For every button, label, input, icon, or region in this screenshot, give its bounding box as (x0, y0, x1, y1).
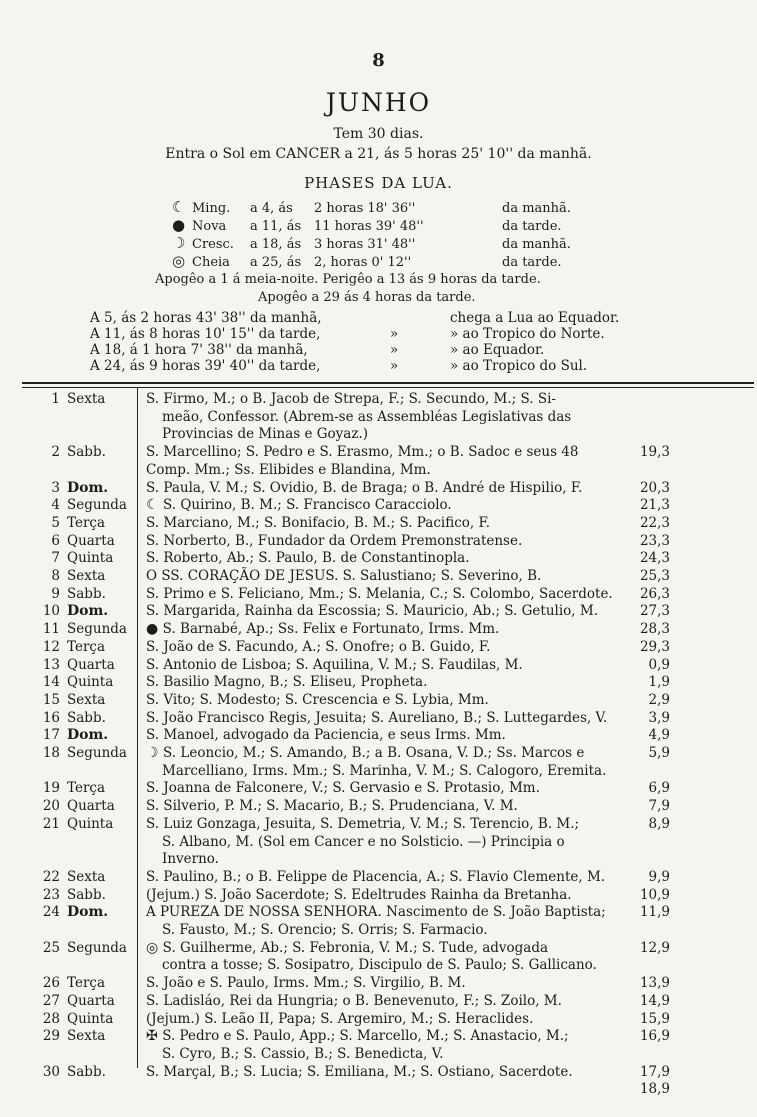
saints-text-line: S. Marciano, M.; S. Bonifacio, B. M.; S. Pacifico, F. (146, 514, 491, 531)
phase-time: 11 horas 39' 48'' (314, 219, 424, 234)
moon-phase-icon: ☾ (146, 497, 164, 514)
moon-age-value: 11,9 (639, 904, 670, 921)
saints-text (146, 1064, 573, 1080)
day-number: 5 (51, 514, 60, 531)
saints-text (162, 426, 368, 442)
moon-phase-icon: ☾ (172, 198, 186, 216)
divider (22, 382, 754, 384)
day-number: 30 (42, 1063, 60, 1080)
moon-position-event: » ao Tropico do Norte. (450, 326, 605, 342)
saints-text (146, 550, 470, 566)
weekday: Dom. (67, 904, 109, 921)
saints-text-line: S. Vito; S. Modesto; S. Crescencia e S. Lybia, Mm. (146, 691, 489, 708)
day-number: 6 (51, 532, 60, 549)
moon-age-value: 3,9 (648, 709, 670, 726)
moon-position-event: » ao Tropico do Sul. (450, 358, 588, 374)
weekday: Quinta (67, 550, 114, 567)
phase-time: 2, horas 0' 12'' (314, 255, 412, 270)
day-number: 15 (42, 691, 60, 708)
phase-date: a 4, ás (250, 201, 293, 216)
weekday: Sexta (67, 691, 106, 708)
saints-text (162, 1046, 443, 1062)
saints-text-line: S. Barnabé, Ap.; Ss. Felix e Fortunato, Irms. Mm. (162, 621, 500, 638)
phase-date: a 11, ás (250, 219, 302, 234)
moon-age-value: 6,9 (648, 780, 670, 797)
weekday: Dom. (67, 727, 109, 744)
day-number: 21 (42, 815, 60, 832)
ditto-mark: » (390, 358, 399, 374)
saints-text (146, 975, 466, 991)
moon-phase-icon: ☽ (146, 745, 164, 761)
weekday: Segunda (67, 621, 127, 638)
day-number: 28 (42, 1010, 60, 1027)
moon-position-row (90, 310, 619, 326)
saints-text (146, 869, 605, 885)
saints-text (146, 727, 506, 743)
saints-text-line: S. Ladisláo, Rei da Hungria; o B. Benevenuto, F.; S. Zoilo, M. (146, 992, 562, 1009)
phase-row (172, 234, 571, 252)
day-number: 25 (42, 939, 60, 956)
day-number: 14 (42, 674, 60, 691)
saints-text-line: S. Firmo, M.; o B. Jacob de Strepa, F.; S. Secundo, M.; S. Si- (146, 391, 556, 407)
moon-position-row (90, 358, 587, 374)
saints-text-line: S. Joanna de Falconere, V.; S. Gervasio e S. Protasio, Mm. (146, 780, 540, 797)
moon-age-value: 7,9 (648, 798, 670, 815)
moon-age-value: 4,9 (648, 727, 670, 744)
moon-position-row (90, 326, 605, 342)
saints-text-line: S. João e S. Paulo, Irms. Mm.; S. Virgilio, B. M. (146, 975, 466, 992)
saints-text (146, 745, 584, 761)
moon-age-value: 14,9 (639, 992, 670, 1009)
saints-text (162, 409, 571, 425)
saints-text-line: S. Silverio, P. M.; S. Macario, B.; S. Prudenciana, V. M. (146, 798, 518, 815)
saints-text-line: Comp. Mm.; Ss. Elibides e Blandina, Mm. (146, 461, 431, 478)
phase-date: a 25, ás (250, 255, 302, 270)
weekday: Terça (67, 638, 106, 655)
saints-text-line: contra a tosse; S. Sosipatro, Discipulo de S. Paulo; S. Gallicano. (162, 957, 597, 974)
moon-age-value: 12,9 (639, 939, 670, 956)
weekday: Sexta (67, 391, 106, 407)
moon-age-value: 1,9 (648, 674, 670, 691)
page-number: 8 (372, 50, 385, 71)
saints-text-line: S. João Francisco Regis, Jesuita; S. Aureliano, B.; S. Luttegardes, V. (146, 709, 608, 726)
moon-position-date: A 18, á 1 hora 7' 38'' da manhã, (90, 342, 308, 358)
day-number: 18 (42, 745, 60, 761)
moon-position-event: » ao Equador. (450, 342, 545, 358)
day-number: 12 (42, 638, 60, 655)
saints-text-line: S. Pedro e S. Paulo, App.; S. Marcello, M.; S. Anastacio, M.; (162, 1028, 569, 1045)
moon-phase-icon: ● (146, 621, 163, 638)
saints-text (146, 586, 613, 602)
weekday: Sabb. (67, 1063, 106, 1080)
saints-text-line: O SS. CORAÇÃO DE JESUS. S. Salustiano; S. Severino, B. (146, 568, 542, 584)
saints-text (146, 657, 523, 673)
saints-text-line: S. Basilio Magno, B.; S. Eliseu, Propheta. (146, 674, 428, 691)
saints-text (146, 993, 562, 1009)
day-number: 24 (42, 904, 60, 921)
moon-age-value: 22,3 (639, 514, 670, 531)
moon-age-value: 28,3 (639, 621, 670, 638)
moon-age-value: 8,9 (648, 815, 670, 832)
saints-text-line: Marcelliano, Irms. Mm.; S. Marinha, V. M.; S. Calogoro, Eremita. (162, 762, 607, 779)
day-number: 13 (42, 656, 60, 673)
moon-phase-icon: ☽ (172, 234, 186, 252)
saints-text-line: S. Luiz Gonzaga, Jesuita, S. Demetria, V. M.; S. Terencio, B. M.; (146, 815, 580, 832)
moon-position-row (90, 342, 544, 358)
saints-text (146, 780, 540, 796)
saints-text-line: Provincias de Minas e Goyaz.) (162, 426, 369, 443)
saints-text-line: S. Marcellino; S. Pedro e S. Erasmo, Mm.; o B. Sadoc e seus 48 (146, 444, 579, 461)
apogee-line-2: Apogêo a 29 ás 4 horas da tarde. (258, 290, 476, 305)
day-number: 16 (42, 709, 60, 726)
phase-row (172, 216, 562, 234)
saints-text (146, 515, 490, 531)
apogee-line-1: Apogêo a 1 á meia-noite. Perigêo a 13 ás 9 horas da tarde. (155, 272, 541, 287)
moon-phase-icon: ✠ (146, 1028, 163, 1045)
moon-age-value: 18,9 (639, 1081, 670, 1098)
weekday: Dom. (67, 479, 109, 496)
moon-age-value: 5,9 (648, 745, 670, 761)
weekday: Segunda (67, 939, 127, 956)
moon-position-event: chega a Lua ao Equador. (450, 310, 620, 326)
weekday: Terça (67, 975, 106, 992)
saints-text-line: S. Manoel, advogado da Paciencia, e seus Irms. Mm. (146, 727, 506, 744)
phase-period: da manhã. (502, 237, 571, 252)
phase-time: 3 horas 31' 48'' (314, 237, 416, 252)
day-number: 7 (51, 550, 60, 567)
saints-text (162, 922, 488, 938)
weekday: Quinta (67, 674, 114, 691)
moon-age-value: 17,9 (639, 1063, 670, 1080)
day-number: 20 (42, 798, 60, 815)
saints-text (162, 763, 606, 779)
weekday: Sexta (67, 1028, 106, 1045)
days-count: Tem 30 dias. (333, 126, 424, 142)
moon-phase-icon: ● (172, 216, 186, 234)
day-number: 4 (51, 497, 60, 514)
moon-position-date: A 11, ás 8 horas 10' 15'' da tarde, (90, 326, 321, 342)
phase-row (172, 252, 562, 270)
saints-text (146, 462, 431, 478)
saints-text (146, 887, 572, 903)
saints-text (146, 391, 556, 407)
saints-text (162, 957, 597, 973)
saints-text (162, 834, 565, 850)
ditto-mark: » (390, 326, 399, 342)
weekday: Sexta (67, 568, 106, 584)
moon-age-value: 27,3 (639, 603, 670, 620)
saints-text (146, 710, 607, 726)
day-number: 22 (42, 868, 60, 885)
divider (22, 387, 754, 388)
moon-age-value: 13,9 (639, 975, 670, 992)
phase-period: da manhã. (502, 201, 571, 216)
moon-age-value: 2,9 (648, 691, 670, 708)
saints-text-line: S. Margarida, Rainha da Escossia; S. Mauricio, Ab.; S. Getulio, M. (146, 603, 598, 620)
day-number: 23 (42, 886, 60, 903)
saints-text (146, 692, 489, 708)
saints-text-line: S. Quirino, B. M.; S. Francisco Caracciolo. (163, 497, 452, 514)
weekday: Terça (67, 780, 106, 797)
saints-text-line: S. Fausto, M.; S. Orencio; S. Orris; S. Farmacio. (162, 922, 488, 938)
day-number: 11 (42, 621, 60, 638)
column-divider (137, 388, 138, 1068)
saints-text (146, 904, 606, 920)
saints-text-line: (Jejum.) S. Leão II, Papa; S. Argemiro, M.; S. Heraclides. (146, 1010, 534, 1027)
moon-age-value: 15,9 (639, 1010, 670, 1027)
day-number: 3 (51, 479, 60, 496)
moon-age-value: 25,3 (639, 568, 670, 584)
phase-name: Ming. (192, 201, 231, 216)
phase-period: da tarde. (502, 219, 562, 234)
day-number: 19 (42, 780, 60, 797)
phase-time: 2 horas 18' 36'' (314, 201, 416, 216)
saints-text-line: S. Primo e S. Feliciano, Mm.; S. Melania, C.; S. Colombo, Sacerdote. (146, 585, 613, 602)
moon-position-date: A 5, ás 2 horas 43' 38'' da manhã, (90, 310, 322, 326)
saints-text (146, 798, 518, 814)
saints-text (146, 480, 582, 496)
saints-text-line: S. Leoncio, M.; S. Amando, B.; a B. Osana, V. D.; Ss. Marcos e (163, 745, 585, 761)
saints-text-line: meão, Confessor. (Abrem-se as Assembléas Legislativas das (162, 408, 572, 425)
moon-phase-icon: ◎ (172, 252, 186, 270)
weekday: Quinta (67, 1010, 114, 1027)
saints-text-line: S. Cyro, B.; S. Cassio, B.; S. Benedicta, V. (162, 1045, 444, 1062)
saints-text (146, 444, 578, 460)
saints-text (146, 1011, 533, 1027)
moon-age-value: 24,3 (639, 550, 670, 567)
phase-date: a 18, ás (250, 237, 302, 252)
moon-age-value: 9,9 (648, 868, 670, 885)
moon-age-value: 29,3 (639, 638, 670, 655)
weekday: Dom. (67, 603, 109, 620)
weekday: Sabb. (67, 444, 106, 461)
moon-phase-icon: ◎ (146, 939, 163, 956)
moon-age-value: 0,9 (648, 656, 670, 673)
phase-name: Cheia (192, 255, 230, 270)
saints-text-line: S. Paula, V. M.; S. Ovidio, B. de Braga; o B. André de Hispilio, F. (146, 479, 583, 496)
weekday: Segunda (67, 745, 127, 761)
saints-text-line: S. João de S. Facundo, A.; S. Onofre; o B. Guido, F. (146, 638, 491, 655)
sun-entry: Entra o Sol em CANCER a 21, ás 5 horas 25' 10'' da manhã. (165, 146, 592, 162)
ditto-mark: » (390, 342, 399, 358)
weekday: Quarta (67, 656, 115, 673)
moon-age-value: 21,3 (639, 497, 670, 514)
saints-text (146, 674, 427, 690)
saints-text (146, 497, 452, 513)
saints-text (146, 533, 522, 549)
phases-title: PHASES DA LUA. (304, 174, 453, 192)
weekday: Quarta (67, 532, 115, 549)
weekday: Quinta (67, 815, 114, 832)
day-number: 1 (51, 391, 60, 407)
saints-text-line: S. Albano, M. (Sol em Cancer e no Solsticio. —) Principia o (162, 833, 565, 850)
saints-text (162, 851, 219, 867)
day-number: 27 (42, 992, 60, 1009)
saints-text (146, 603, 598, 619)
saints-text-line: S. Marçal, B.; S. Lucia; S. Emiliana, M.; S. Ostiano, Sacerdote. (146, 1063, 573, 1080)
weekday: Terça (67, 514, 106, 531)
weekday: Quarta (67, 992, 115, 1009)
saints-text-line: S. Paulino, B.; o B. Felippe de Placencia, A.; S. Flavio Clemente, M. (146, 868, 606, 885)
weekday: Sexta (67, 868, 106, 885)
day-number: 17 (42, 727, 60, 744)
moon-age-value: 10,9 (639, 886, 670, 903)
saints-text (146, 568, 541, 584)
phase-row (172, 198, 571, 216)
day-number: 9 (51, 585, 60, 602)
day-number: 2 (51, 444, 60, 461)
saints-text-line: (Jejum.) S. João Sacerdote; S. Edeltrudes Rainha da Bretanha. (146, 886, 572, 903)
saints-text-line: S. Guilherme, Ab.; S. Febronia, V. M.; S. Tude, advogada (162, 939, 549, 956)
moon-age-value: 16,9 (639, 1028, 670, 1045)
phase-period: da tarde. (502, 255, 562, 270)
saints-text-line: Inverno. (162, 851, 219, 868)
moon-age-value: 26,3 (639, 585, 670, 602)
saints-text-line: A PUREZA DE NOSSA SENHORA. Nascimento de S. João Baptista; (146, 904, 606, 921)
day-number: 29 (42, 1028, 60, 1045)
saints-text (146, 639, 490, 655)
page-title: JUNHO (325, 88, 432, 117)
day-number: 8 (51, 568, 60, 584)
weekday: Sabb. (67, 585, 106, 602)
moon-position-date: A 24, ás 9 horas 39' 40'' da tarde, (90, 358, 321, 374)
moon-age-value: 20,3 (639, 479, 670, 496)
moon-age-value: 19,3 (639, 444, 670, 461)
moon-age-value: 23,3 (639, 532, 670, 549)
saints-text (146, 816, 579, 832)
saints-text-line: S. Norberto, B., Fundador da Ordem Premonstratense. (146, 532, 523, 549)
weekday: Quarta (67, 798, 115, 815)
saints-text-line: S. Antonio de Lisboa; S. Aquilina, V. M.; S. Faudilas, M. (146, 656, 523, 673)
phase-name: Cresc. (192, 237, 234, 252)
saints-text (146, 621, 499, 637)
saints-text (146, 940, 548, 956)
phase-name: Nova (192, 219, 227, 234)
day-number: 26 (42, 975, 60, 992)
weekday: Segunda (67, 497, 127, 514)
day-number: 10 (42, 603, 60, 620)
weekday: Sabb. (67, 886, 106, 903)
saints-text-line: S. Roberto, Ab.; S. Paulo, B. de Constantinopla. (146, 550, 470, 567)
weekday: Sabb. (67, 709, 106, 726)
saints-text (146, 1028, 569, 1044)
